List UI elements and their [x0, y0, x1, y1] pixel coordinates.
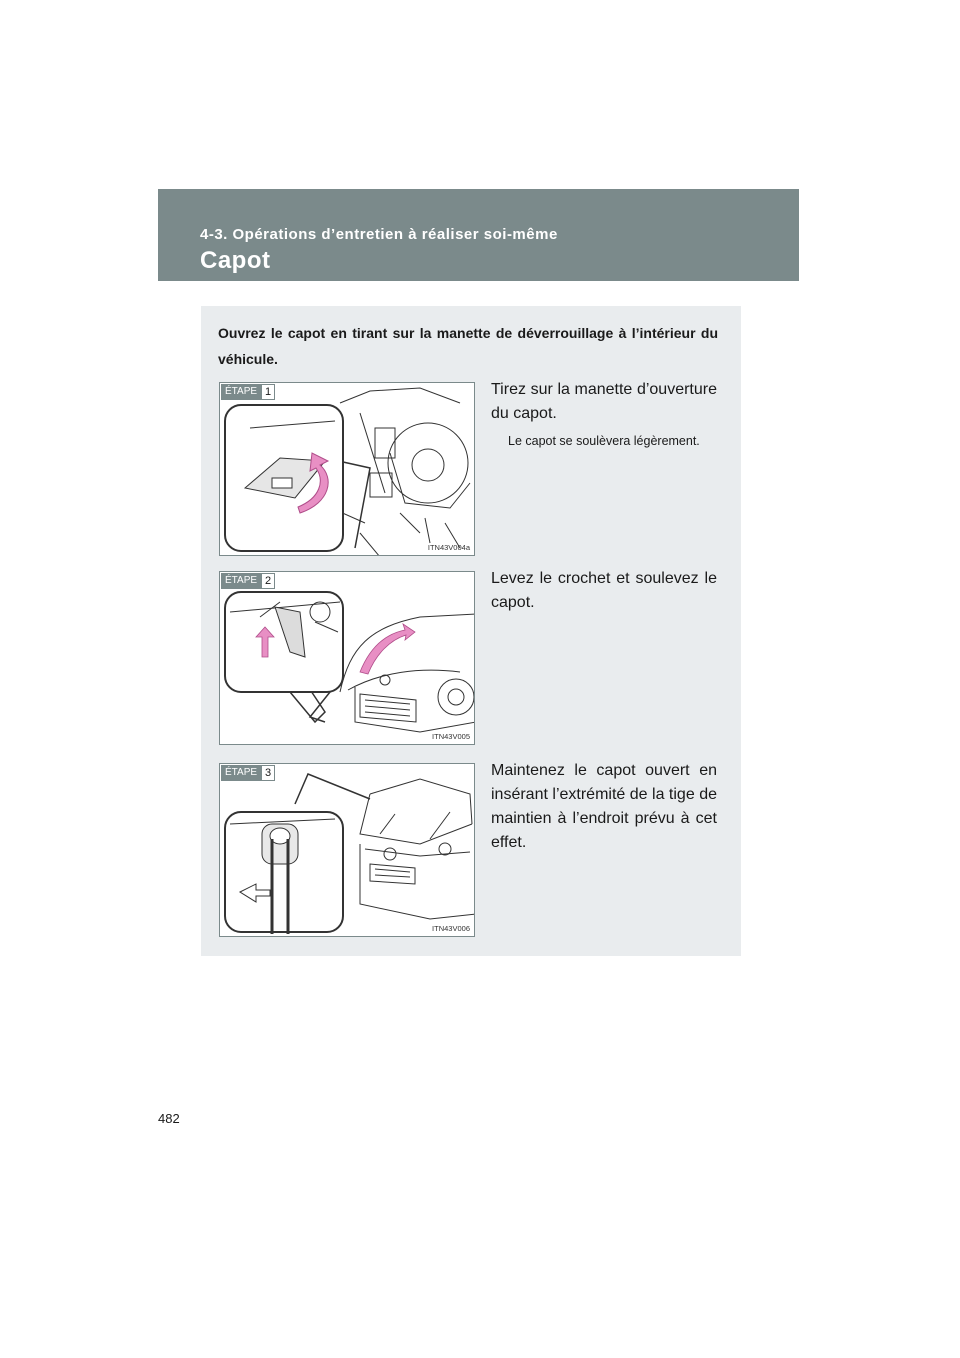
image-code: ITN43V005 — [432, 732, 470, 741]
dashboard-release-lever-drawing — [220, 383, 475, 556]
step-2-illustration — [219, 571, 475, 745]
step-number: 1 — [261, 384, 275, 400]
step-number: 2 — [261, 573, 275, 589]
page-number: 482 — [158, 1111, 180, 1126]
hood-support-rod-drawing — [220, 764, 475, 937]
image-code: ITN43V006 — [432, 924, 470, 933]
intro-text: Ouvrez le capot en tirant sur la manette de déverrouillage à l’intérieur du véhicule. — [218, 325, 718, 367]
step-3-text: Maintenez le capot ouvert en insérant l’extrémité de la tige de maintien à l’endroit prévu à cet effet. — [491, 762, 717, 851]
hood-hook-drawing — [220, 572, 475, 745]
step-1-text: Tirez sur la manette d’ouverture du capot. — [491, 381, 717, 422]
step-label: ÉTAPE — [221, 765, 261, 781]
lift-hood-arrow-icon — [360, 624, 415, 674]
step-1-illustration — [219, 382, 475, 556]
step-3-illustration — [219, 763, 475, 937]
image-code: ITN43V004a — [427, 543, 470, 552]
step-badge — [221, 765, 275, 781]
step-2-text: Levez le crochet et soulevez le capot. — [491, 570, 717, 611]
step-badge — [221, 573, 275, 589]
page-title: Capot — [200, 247, 271, 274]
section-title: 4-3. Opérations d’entretien à réaliser soi-même — [200, 226, 558, 243]
step-1-note: Le capot se soulèvera légèrement. — [508, 434, 700, 448]
chapter-header — [158, 189, 799, 281]
step-label: ÉTAPE — [221, 573, 261, 589]
step-number: 3 — [261, 765, 275, 781]
instructions-panel — [201, 306, 741, 956]
step-label: ÉTAPE — [221, 384, 261, 400]
step-badge — [221, 384, 275, 400]
